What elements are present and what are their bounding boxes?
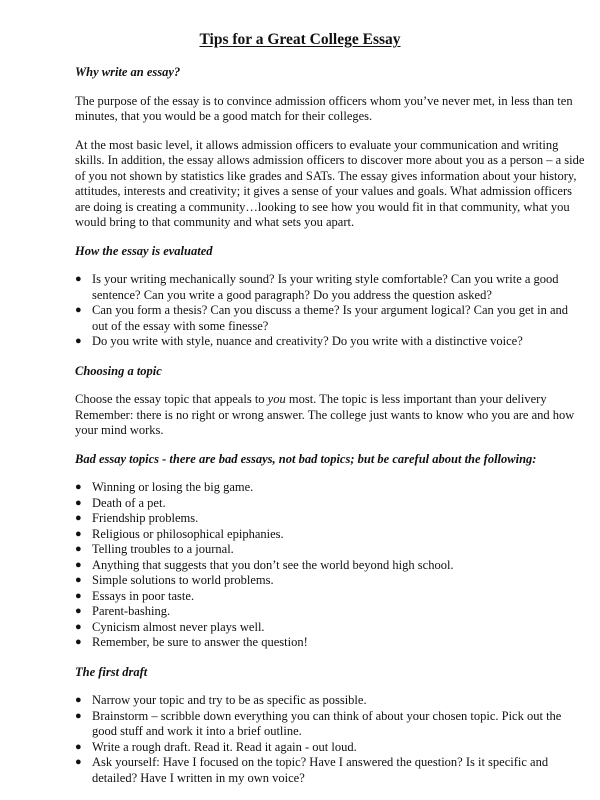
section-heading-why: Why write an essay? — [75, 65, 181, 79]
section-heading-first-draft: The first draft — [75, 664, 148, 679]
evaluated-list — [75, 272, 585, 350]
list-item — [75, 334, 585, 350]
list-item-text: Friendship problems. — [92, 511, 199, 525]
list-item — [75, 620, 585, 636]
bullet-icon: ● — [75, 620, 82, 633]
bullet-icon: ● — [75, 756, 82, 768]
paragraph-choosing — [75, 392, 585, 439]
bullet-icon: ● — [75, 335, 82, 347]
bullet-icon: ● — [75, 574, 82, 586]
section-heading-choosing: Choosing a topic — [75, 363, 162, 378]
list-item-text: Brainstorm – scribble down everything you can think of about your chosen topic. Pick out the good stuff and work it into a brief outline. — [92, 708, 562, 738]
list-item-text: Cynicism almost never plays well. — [92, 619, 265, 634]
list-item — [75, 740, 585, 756]
list-item — [75, 604, 585, 620]
document-body — [75, 65, 585, 800]
bullet-icon: ● — [75, 694, 82, 706]
list-item — [75, 527, 585, 543]
list-item-text: Religious or philosophical epiphanies. — [92, 526, 284, 541]
bullet-icon: ● — [75, 527, 82, 540]
page-title: Tips for a Great College Essay — [199, 31, 401, 48]
list-item-text: Remember, be sure to answer the question! — [92, 635, 308, 649]
bullet-icon: ● — [75, 589, 82, 602]
list-item — [75, 573, 585, 589]
list-item — [75, 558, 585, 574]
first-draft-list — [75, 693, 585, 786]
paragraph-purpose: The purpose of the essay is to convince admission officers whom you’ve never met, in less than ten minutes, that you would be a good match for their colleges. — [75, 93, 573, 123]
list-item — [75, 542, 585, 558]
list-item-text: Anything that suggests that you don’t see the world beyond high school. — [92, 557, 454, 572]
list-item-text: Ask yourself: Have I focused on the topic? Have I answered the question? Is it specific and detailed? Have I written in my own voice? — [92, 755, 549, 785]
bullet-icon: ● — [75, 496, 82, 509]
section-heading-evaluated: How the essay is evaluated — [75, 243, 213, 258]
list-item — [75, 303, 585, 334]
list-item-text: Narrow your topic and try to be as specific as possible. — [92, 693, 367, 707]
list-item — [75, 480, 585, 496]
list-item — [75, 511, 585, 527]
list-item-text: Parent-bashing. — [92, 604, 171, 618]
list-item-text: Can you form a thesis? Can you discuss a theme? Is your argument logical? Can you get in and out of the essay with some finesse? — [92, 303, 569, 333]
list-item — [75, 693, 585, 709]
bad-topics-list — [75, 480, 585, 651]
bullet-icon: ● — [75, 273, 82, 285]
bullet-icon: ● — [75, 481, 82, 493]
list-item-text: Telling troubles to a journal. — [92, 542, 234, 556]
bullet-icon: ● — [75, 636, 82, 648]
bullet-icon: ● — [75, 304, 82, 316]
list-item — [75, 272, 585, 303]
bullet-icon: ● — [75, 512, 82, 524]
list-item-text: Write a rough draft. Read it. Read it again - out loud. — [92, 739, 357, 754]
list-item-text: Winning or losing the big game. — [92, 480, 254, 494]
list-item — [75, 496, 585, 512]
section-heading-bad-topics: Bad essay topics - there are bad essays, not bad topics; but be careful about the following: — [75, 451, 537, 466]
list-item — [75, 589, 585, 605]
list-item — [75, 635, 585, 651]
bullet-icon: ● — [75, 709, 82, 722]
list-item-text: Do you write with style, nuance and creativity? Do you write with a distinctive voice? — [92, 334, 523, 348]
list-item — [75, 755, 585, 786]
bullet-icon: ● — [75, 740, 82, 753]
bullet-icon: ● — [75, 543, 82, 555]
list-item-text: Essays in poor taste. — [92, 588, 195, 603]
list-item-text: Death of a pet. — [92, 495, 166, 510]
list-item-text: Is your writing mechanically sound? Is your writing style comfortable? Can you write a good sentence? Can you write a good paragraph? Do you address the question asked? — [92, 272, 559, 302]
choosing-text-start: Choose the essay topic that appeals to — [75, 392, 268, 406]
list-item — [75, 709, 585, 740]
choosing-text-emphasis: you — [267, 392, 286, 406]
list-item-text: Simple solutions to world problems. — [92, 573, 274, 587]
bullet-icon: ● — [75, 605, 82, 617]
choosing-text-end: most. The topic is less important than your delivery Remember: there is no right or wrong answer. The college just wants to know who you are and how your mind works. — [75, 392, 575, 437]
bullet-icon: ● — [75, 558, 82, 571]
paragraph-basic-level: At the most basic level, it allows admission officers to evaluate your communication and writing skills. In addition, the essay allows admission officers to discover more about you as a person – a side of you not shown by statistics like grades and SATs. The essay gives information about your history, attitudes, interests and creativity; it gives a sense of your values and goals. What admission officers are doing is creating a community…looking to see how you would fit in that community, what you would bring to that community and what sets you apart. — [75, 137, 585, 229]
